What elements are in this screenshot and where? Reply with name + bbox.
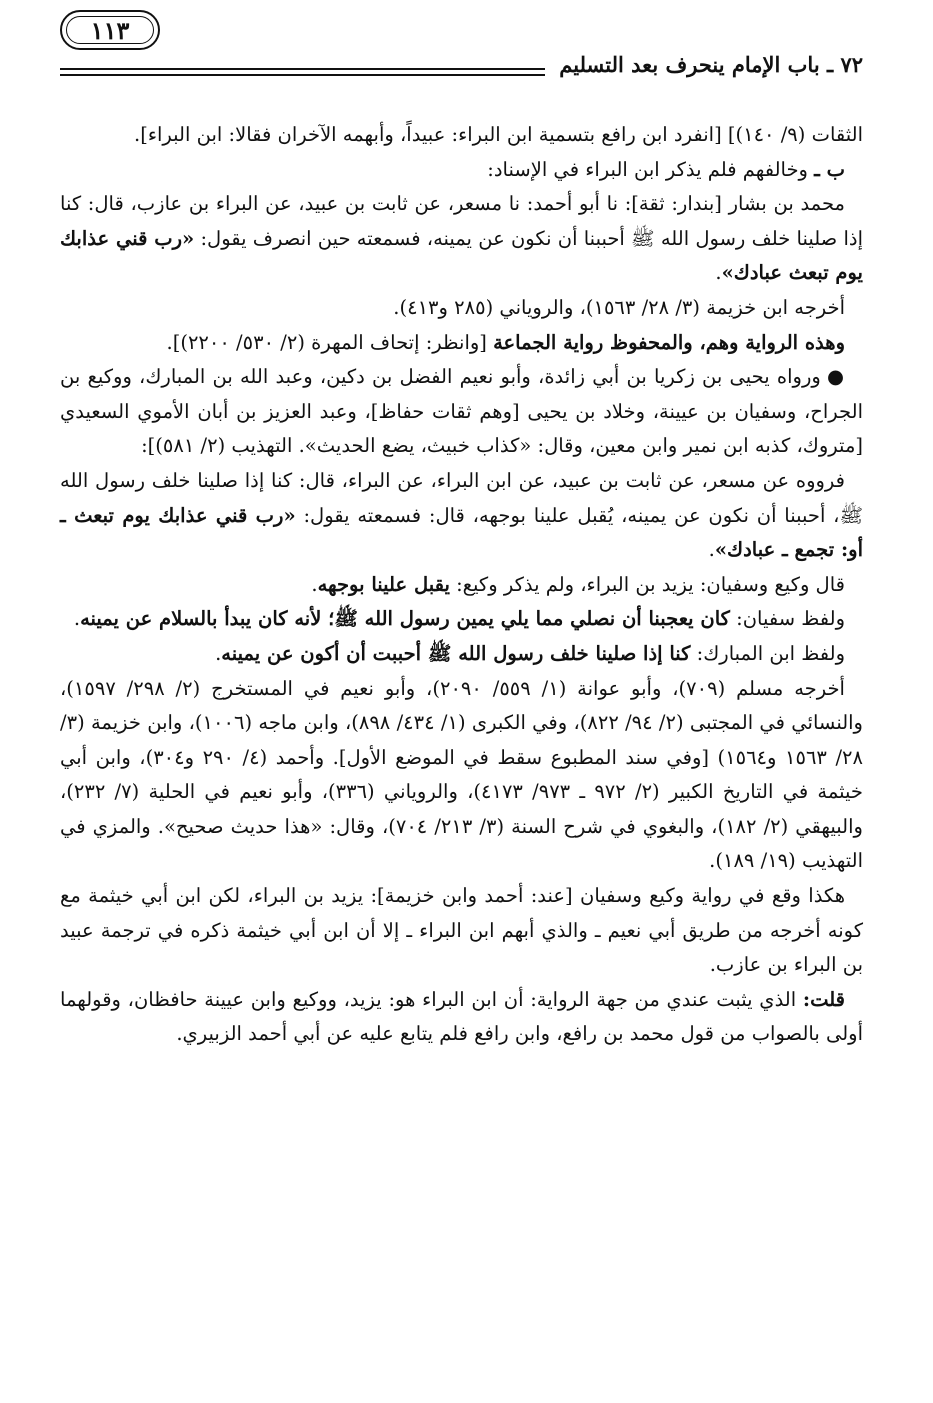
p10-end: . <box>215 641 222 665</box>
p5-bold: وهذه الرواية وهم، والمحفوظ رواية الجماعة <box>493 330 845 354</box>
page-number: ١١٣ <box>90 15 130 45</box>
p3-end: . <box>715 261 722 285</box>
p8-text: قال وكيع وسفيان: يزيد بن البراء، ولم يذكر وكيع: <box>449 572 845 596</box>
p3-text: محمد بن بشار [بندار: ثقة]: نا أبو أحمد: نا مسعر، عن ثابت بن عبيد، عن البراء بن عازب، قال: كنا إذا صلينا خلف رسول الله ﷺ أحببنا أن نكون عن يمينه، فسمعته حين انصرف يقول: <box>60 192 863 250</box>
p9-text: ولفظ سفيان: <box>729 607 845 631</box>
p6-text: ورواه يحيى بن زكريا بن أبي زائدة، وأبو نعيم الفضل بن دكين، وعبد الله بن المبارك، ووكيع بن الجراح، وسفيان بن عيينة، وخلاد بن يحيى [وهم ثقات حفاظ]، وعبد العزيز بن أبان الأموي السعيدي [متروك، كذبه ابن نمير وابن معين، وقال: «كذاب خبيث، يضع الحديث». التهذيب (٢/ ٥٨١)]: <box>60 365 863 458</box>
page-number-ornament <box>60 10 160 50</box>
paragraph-8 <box>60 568 863 603</box>
p10-bold: كنا إذا صلينا خلف رسول الله ﷺ أحببت أن أكون عن يمينه <box>221 641 691 665</box>
p11-text: أخرجه مسلم (٧٠٩)، وأبو عوانة (١/ ٥٥٩/ ٢٠٩٠)، وأبو نعيم في المستخرج (٢/ ٢٩٨/ ١٥٩٧)، والنسائي في المجتبى (٢/ ٩٤/ ٨٢٢)، وفي الكبرى (١/ ٤٣٤/ ٨٩٨)، وابن ماجه (١٠٠٦)، وابن خزيمة (٣/ ٢٨/ ١٥٦٣ و١٥٦٤) [وفي سند المطبوع سقط في الموضع الأول]. وأحمد (٤/ ٢٩٠ و٣٠٤)، وابن أبي خيثمة في التاريخ الكبير (٢/ ٩٧٢ ـ ٩٧٣/ ٤١٧٣)، والروياني (٣٣٦)، وأبو نعيم في الحلية (٧/ ٢٣٢)، والبيهقي (٢/ ١٨٢)، والبغوي في شرح السنة (٣/ ٢١٣/ ٧٠٤)، وقال: «هذا حديث صحيح». والمزي في التهذيب (١٩/ ١٨٩). <box>60 676 863 873</box>
p8-bold: يقبل علينا بوجهه <box>317 572 450 596</box>
paragraph-1 <box>60 118 863 153</box>
paragraph-5 <box>60 326 863 361</box>
p8-end: . <box>311 572 318 596</box>
p3-bold: «رب قني عذابك يوم تبعث عبادك» <box>60 226 863 285</box>
running-title: ٧٢ ـ باب الإمام ينحرف بعد التسليم <box>559 51 863 77</box>
p9-end: . <box>73 607 81 631</box>
paragraph-12 <box>60 879 863 983</box>
p7-bold: «رب قني عذابك يوم تبعث ـ أو: تجمع ـ عبادك» <box>60 503 863 562</box>
rule-line-bottom <box>60 74 545 76</box>
paragraph-11 <box>60 672 863 880</box>
p2-lead: ب ـ <box>814 157 845 181</box>
p2-text: وخالفهم فلم يذكر ابن البراء في الإسناد: <box>487 157 815 181</box>
p12-text: هكذا وقع في رواية وكيع وسفيان [عند: أحمد وابن خزيمة]: يزيد بن البراء، لكن ابن أبي خيثمة مع كونه أخرجه من طريق أبي نعيم ـ والذي أبهم ابن البراء ـ إلا أن ابن أبي خيثمة ذكره في ترجمة عبيد بن البراء بن عازب. <box>60 884 863 977</box>
p1-text: الثقات (٩/ ١٤٠)] [انفرد ابن رافع بتسمية ابن البراء: عبيداً، وأبهمه الآخران فقالا: ابن البراء]. <box>134 123 863 146</box>
paragraph-2 <box>60 153 863 188</box>
p10-text: ولفظ ابن المبارك: <box>690 641 845 665</box>
page-body <box>60 118 863 1052</box>
p7-end: . <box>708 538 715 562</box>
p7-text: فرووه عن مسعر، عن ثابت بن عبيد، عن ابن البراء، عن البراء، قال: كنا إذا صلينا خلف رسول الله ﷺ، أحببنا أن نكون عن يمينه، يُقبل علينا بوجهه، قال: فسمعته يقول: <box>60 468 864 527</box>
p5-text: [وانظر: إتحاف المهرة (٢/ ٥٣٠/ ٢٢٠٠)]. <box>166 330 494 354</box>
paragraph-7 <box>60 464 863 568</box>
paragraph-9 <box>60 602 863 637</box>
paragraph-13 <box>60 983 863 1052</box>
section-mark-icon: ● <box>826 365 846 389</box>
rule-line-top <box>60 68 545 70</box>
p9-bold: كان يعجبنا أن نصلي مما يلي يمين رسول الله ﷺ؛ لأنه كان يبدأ بالسلام عن يمينه <box>80 607 730 631</box>
p4-text: أخرجه ابن خزيمة (٣/ ٢٨/ ١٥٦٣)، والروياني (٢٨٥ و٤١٣). <box>393 295 845 319</box>
paragraph-6 <box>60 360 863 464</box>
p13-lead: قلت: <box>802 987 845 1011</box>
p13-text: الذي يثبت عندي من جهة الرواية: أن ابن البراء هو: يزيد، ووكيع وابن عيينة حافظان، وقولهما أولى بالصواب من قول محمد بن رافع، وابن رافع فلم يتابع عليه عن أبي أحمد الزبيري. <box>60 987 863 1046</box>
page-header <box>60 44 863 100</box>
paragraph-3 <box>60 187 863 291</box>
paragraph-4 <box>60 291 863 326</box>
header-rule <box>60 54 545 90</box>
paragraph-10 <box>60 637 863 672</box>
